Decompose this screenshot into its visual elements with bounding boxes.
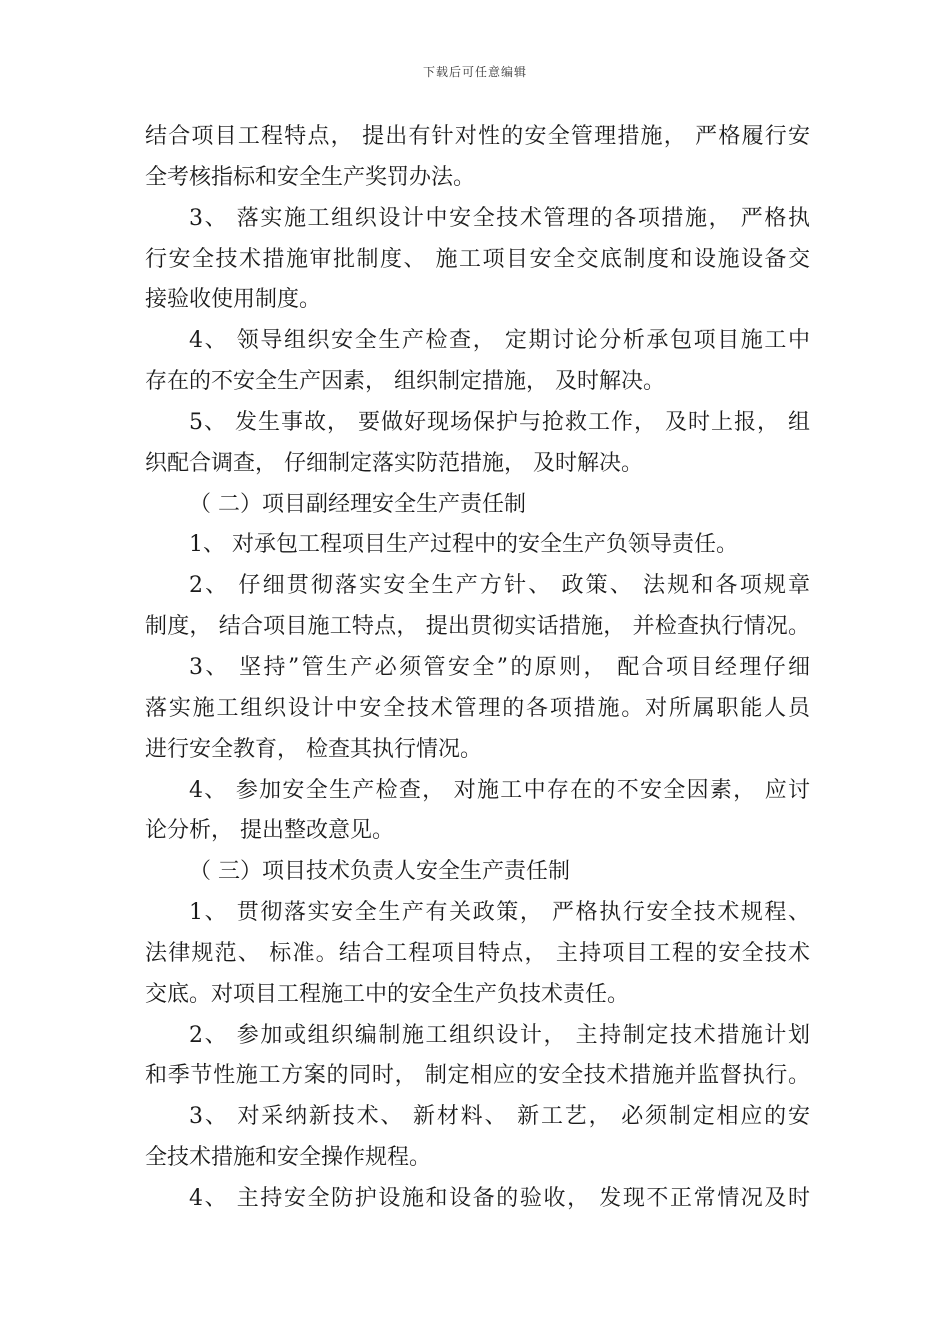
text-line: 1、 对承包工程项目生产过程中的安全生产负领导责任。	[189, 532, 738, 558]
text-line: 行安全技术措施审批制度、 施工项目安全交底制度和设施设备交	[145, 246, 810, 272]
text-line: 2、 仔细贯彻落实安全生产方针、 政策、 法规和各项规章	[189, 573, 810, 599]
section-heading: （ 三）项目技术负责人安全生产责任制	[189, 859, 570, 885]
text-line: 接验收使用制度。	[145, 287, 322, 313]
section-heading: （ 二）项目副经理安全生产责任制	[189, 491, 526, 517]
text-line: 全考核指标和安全生产奖罚办法。	[145, 164, 476, 190]
text-line: 3、 对采纳新技术、 新材料、 新工艺， 必须制定相应的安	[189, 1104, 810, 1130]
text-line: 5、 发生事故， 要做好现场保护与抢救工作， 及时上报， 组	[189, 409, 810, 435]
text-line: 全技术措施和安全操作规程。	[145, 1145, 432, 1171]
document-body	[145, 117, 810, 1220]
text-line: 法律规范、 标准。结合工程项目特点， 主持项目工程的安全技术	[145, 940, 810, 966]
text-line: 结合项目工程特点， 提出有针对性的安全管理措施， 严格履行安	[145, 124, 810, 149]
text-line: 和季节性施工方案的同时， 制定相应的安全技术措施并监督执行。	[145, 1063, 810, 1089]
text-line: 4、 参加安全生产检查， 对施工中存在的不安全因素， 应讨	[189, 777, 810, 803]
text-line: 1、 贯彻落实安全生产有关政策， 严格执行安全技术规程、	[189, 900, 810, 926]
page-header: 下载后可任意编辑	[422, 65, 527, 79]
text-line: 3、 落实施工组织设计中安全技术管理的各项措施， 严格执	[189, 205, 810, 231]
text-line: 交底。对项目工程施工中的安全生产负技术责任。	[145, 981, 630, 1007]
text-line: 4、 领导组织安全生产检查， 定期讨论分析承包项目施工中	[189, 328, 810, 354]
text-line: 制度， 结合项目施工特点， 提出贯彻实话措施， 并检查执行情况。	[145, 614, 810, 640]
text-line: 进行安全教育， 检查其执行情况。	[145, 736, 482, 762]
text-line: 织配合调查， 仔细制定落实防范措施， 及时解决。	[145, 450, 643, 476]
text-line: 论分析， 提出整改意见。	[145, 818, 394, 844]
text-line: 存在的不安全生产因素， 组织制定措施， 及时解决。	[145, 369, 665, 395]
text-line: 3、 坚持”管生产必须管安全”的原则， 配合项目经理仔细	[189, 654, 810, 680]
text-line: 4、 主持安全防护设施和设备的验收， 发现不正常情况及时	[189, 1185, 810, 1211]
text-line: 落实施工组织设计中安全技术管理的各项措施。对所属职能人员	[145, 695, 810, 721]
text-line: 2、 参加或组织编制施工组织设计， 主持制定技术措施计划	[189, 1022, 810, 1048]
